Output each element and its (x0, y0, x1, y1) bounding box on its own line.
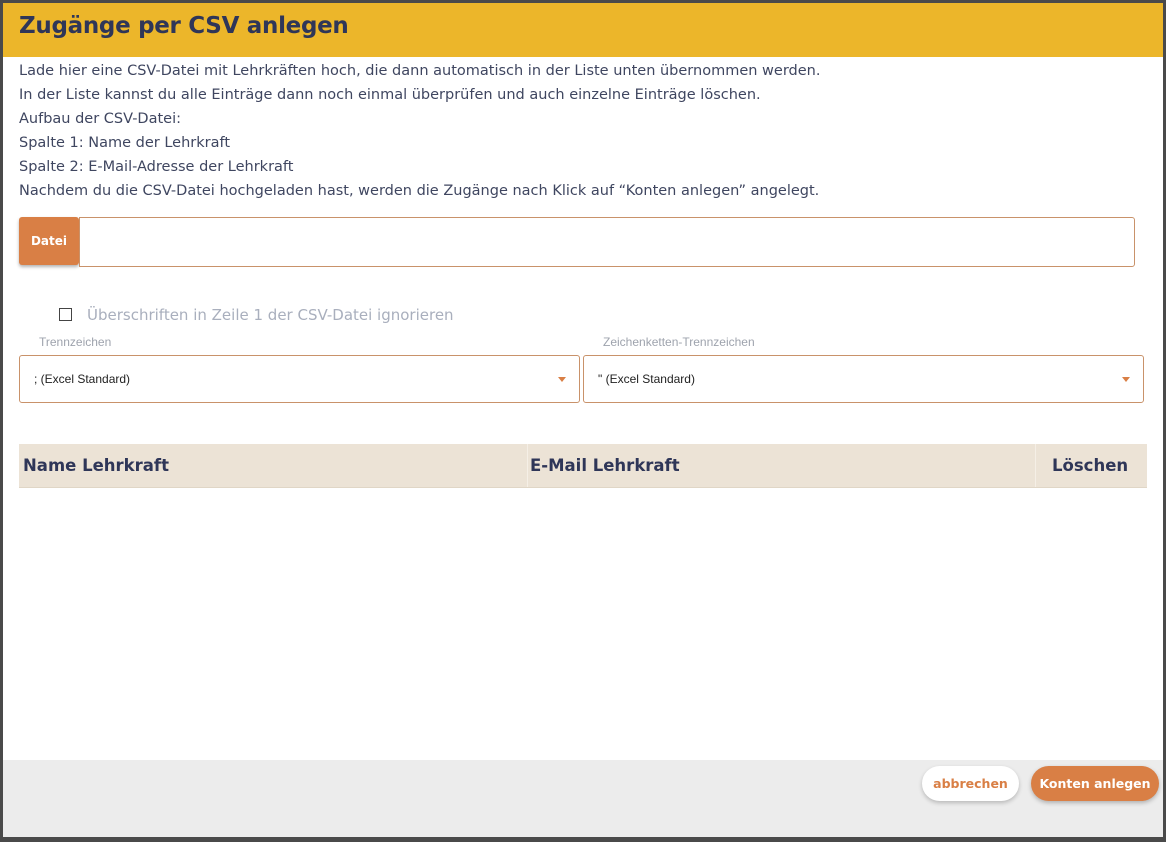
chevron-down-icon (558, 377, 566, 382)
separator-value: ; (Excel Standard) (34, 372, 131, 386)
instruction-line: Aufbau der CSV-Datei: (19, 111, 181, 127)
ignore-header-checkbox[interactable] (59, 308, 72, 321)
column-divider (1035, 444, 1036, 487)
separator-select[interactable] (19, 355, 580, 403)
column-header-email: E-Mail Lehrkraft (530, 456, 680, 475)
instruction-line: Spalte 2: E-Mail-Adresse der Lehrkraft (19, 159, 294, 175)
string-delimiter-value: " (Excel Standard) (598, 372, 695, 386)
instruction-line: Lade hier eine CSV-Datei mit Lehrkräften hoch, die dann automatisch in der Liste unten übernommen werden. (19, 63, 821, 79)
file-upload-row (19, 217, 1135, 267)
csv-import-dialog (3, 3, 1163, 837)
instruction-line: Nachdem du die CSV-Datei hochgeladen hast, werden die Zugänge nach Klick auf “Konten anlegen” angelegt. (19, 183, 820, 199)
instruction-line: In der Liste kannst du alle Einträge dann noch einmal überprüfen und auch einzelne Einträge löschen. (19, 87, 761, 103)
string-delimiter-select[interactable] (583, 355, 1144, 403)
ignore-header-label[interactable]: Überschriften in Zeile 1 der CSV-Datei ignorieren (87, 306, 454, 324)
file-name-field[interactable] (79, 217, 1135, 267)
choose-file-button[interactable]: Datei (19, 217, 79, 265)
column-header-delete: Löschen (1052, 456, 1129, 475)
create-accounts-button[interactable]: Konten anlegen (1031, 766, 1159, 801)
string-delimiter-label: Zeichenketten-Trennzeichen (603, 335, 755, 349)
dialog-title: Zugänge per CSV anlegen (19, 13, 349, 39)
dialog-footer (3, 760, 1163, 837)
teacher-table-header (19, 444, 1147, 488)
instructions (19, 59, 1139, 203)
separator-label: Trennzeichen (39, 335, 112, 349)
instruction-line: Spalte 1: Name der Lehrkraft (19, 135, 231, 151)
column-divider (527, 444, 528, 487)
dialog-header (3, 3, 1163, 57)
chevron-down-icon (1122, 377, 1130, 382)
column-header-name: Name Lehrkraft (23, 456, 169, 475)
cancel-button[interactable]: abbrechen (922, 766, 1019, 801)
